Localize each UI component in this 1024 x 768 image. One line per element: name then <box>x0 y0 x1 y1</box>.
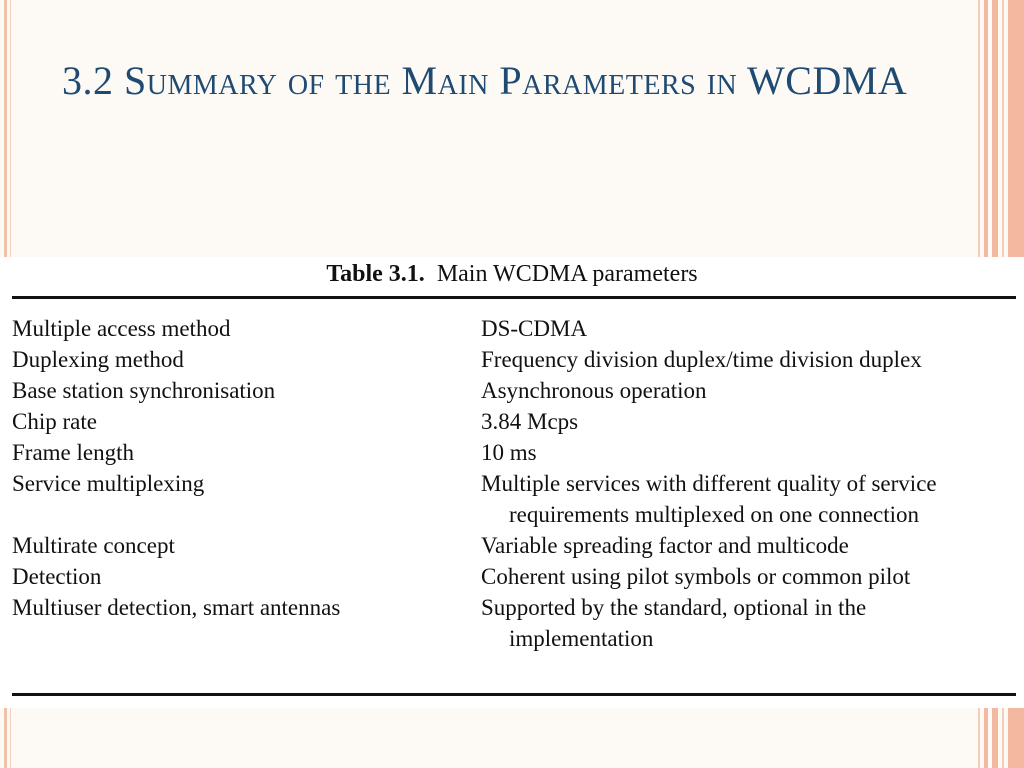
value-cell: Coherent using pilot symbols or common pilot <box>481 564 911 589</box>
value-cell: Multiple services with different quality of service requirements multiplexed on one connection <box>481 471 937 527</box>
parameter-cell: Duplexing method <box>12 347 184 372</box>
slide-title: 3.2 Summary of the Main Parameters in WCDMA <box>62 58 908 103</box>
parameter-cell: Multiuser detection, smart antennas <box>12 595 341 620</box>
table-row <box>12 530 1016 561</box>
table-caption <box>0 257 1024 289</box>
table-row <box>12 375 1016 406</box>
parameters-table <box>12 313 1016 654</box>
parameter-cell: Base station synchronisation <box>12 378 276 403</box>
left-edge-stripe-top <box>4 0 7 262</box>
table-row <box>12 561 1016 592</box>
left-edge-stripe-bottom-thin <box>10 706 11 768</box>
parameter-cell: Detection <box>12 564 102 589</box>
left-edge-stripe-bottom <box>4 706 7 768</box>
parameter-cell: Service multiplexing <box>12 471 205 496</box>
value-cell: 3.84 Mcps <box>481 409 579 434</box>
parameters-table-panel <box>0 257 1024 708</box>
right-edge-band-top <box>978 0 1024 257</box>
table-caption-text: Main WCDMA parameters <box>436 261 698 287</box>
value-cell: Variable spreading factor and multicode <box>481 533 849 558</box>
left-edge-stripe-top-thin <box>10 0 11 262</box>
table-row <box>12 437 1016 468</box>
table-row <box>12 468 1016 530</box>
value-cell: DS-CDMA <box>481 316 588 341</box>
table-row <box>12 344 1016 375</box>
parameter-cell: Chip rate <box>12 409 97 434</box>
parameter-cell: Multirate concept <box>12 533 175 558</box>
table-bottom-rule <box>12 693 1016 696</box>
value-cell: 10 ms <box>481 440 537 465</box>
table-caption-label: Table 3.1. <box>326 261 425 287</box>
table-row <box>12 406 1016 437</box>
parameter-cell: Multiple access method <box>12 316 231 341</box>
table-top-rule <box>12 296 1016 299</box>
right-edge-band-bottom <box>978 708 1024 768</box>
value-cell: Supported by the standard, optional in the implementation <box>481 595 867 651</box>
table-row <box>12 313 1016 344</box>
value-cell: Asynchronous operation <box>481 378 707 403</box>
parameter-cell: Frame length <box>12 440 134 465</box>
value-cell: Frequency division duplex/time division duplex <box>481 347 922 372</box>
table-row <box>12 592 1016 654</box>
